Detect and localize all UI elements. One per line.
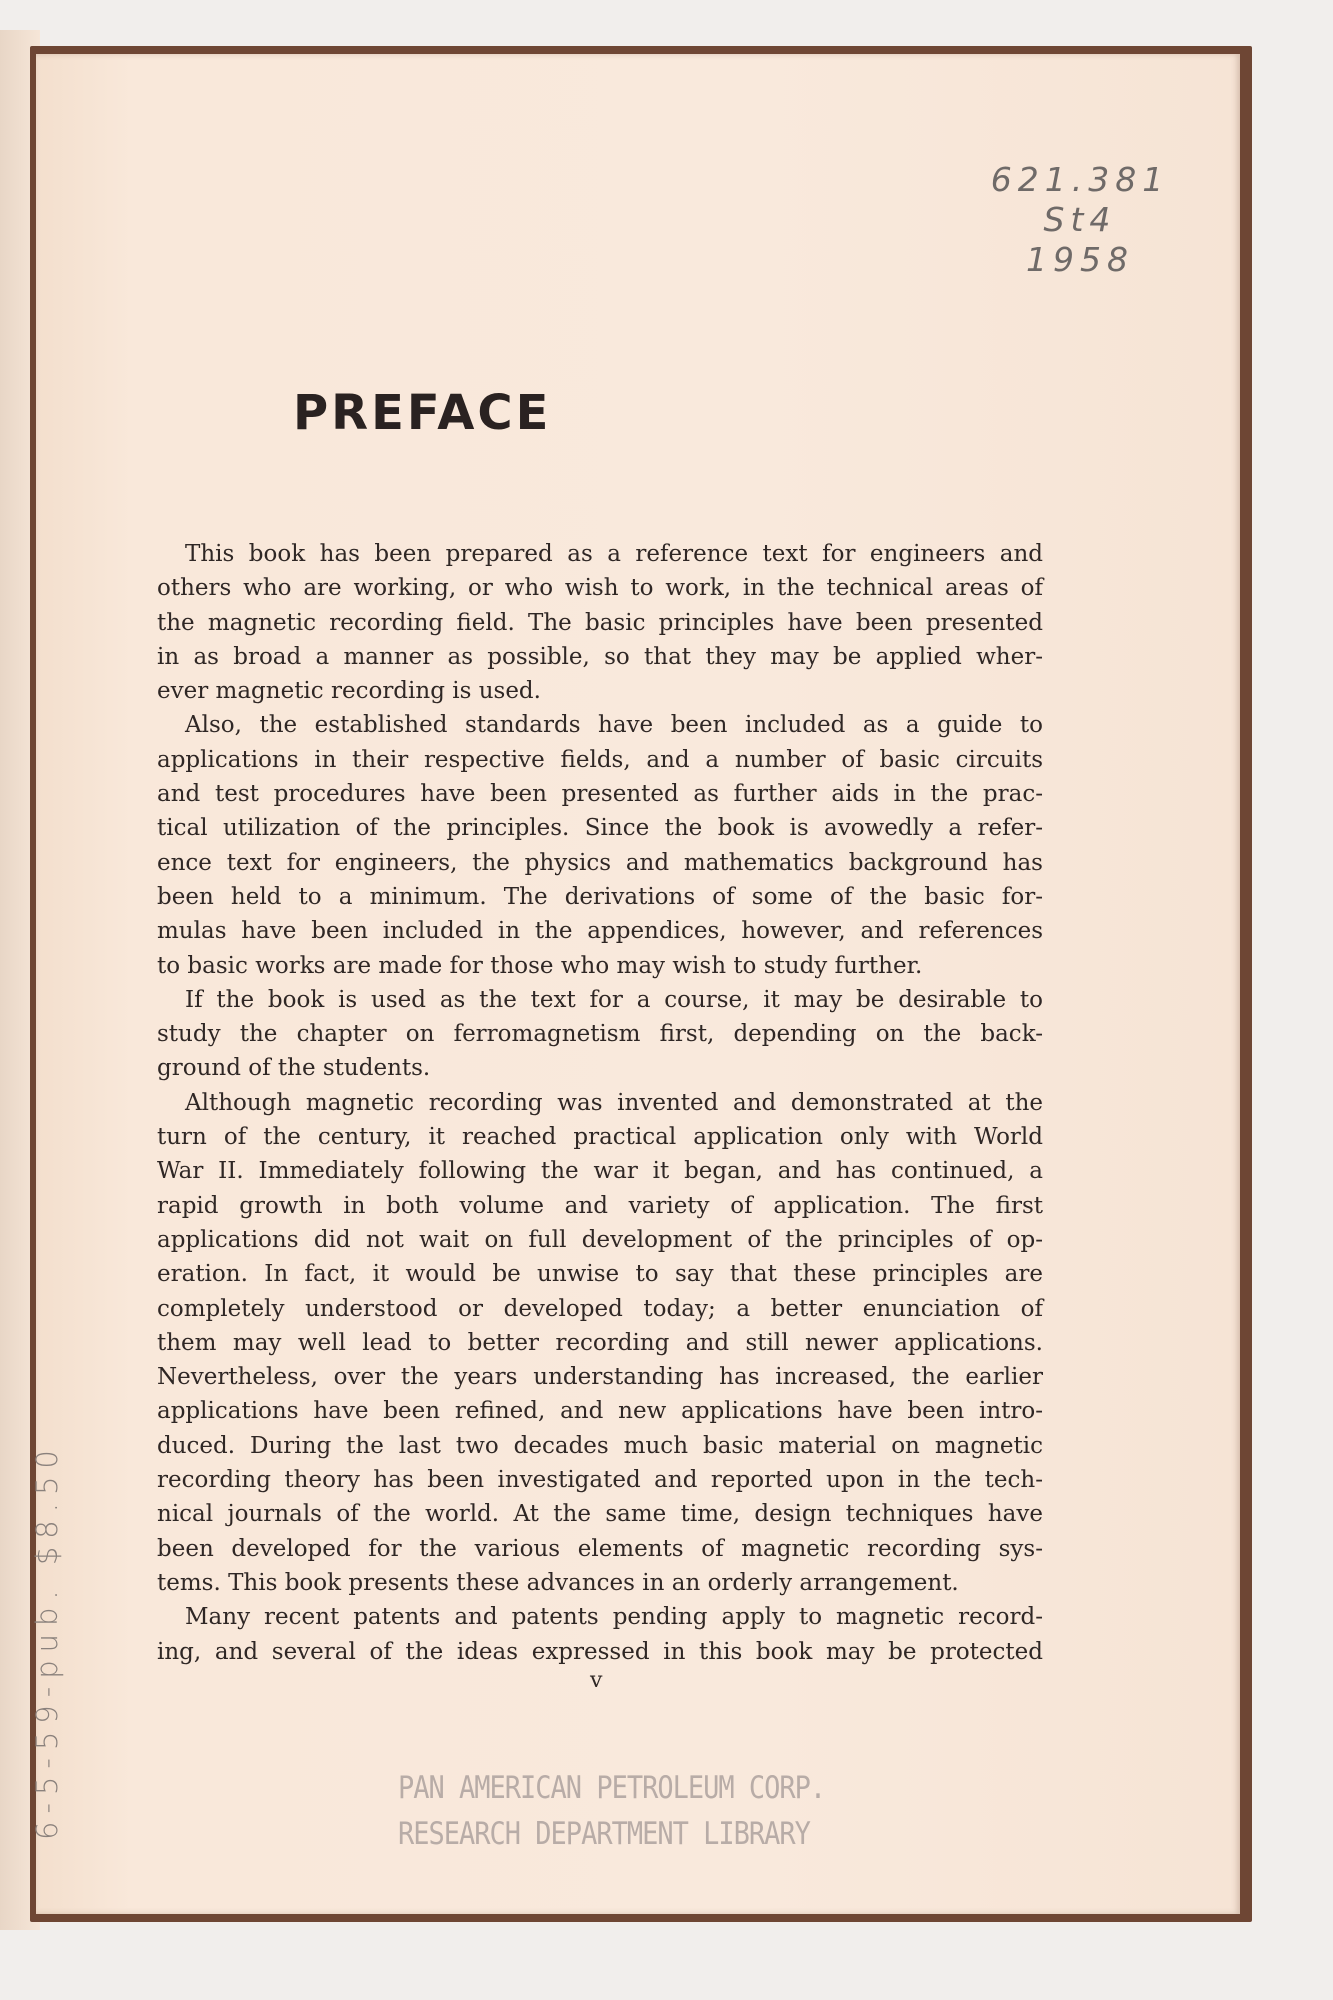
paragraph [157, 708, 1043, 982]
text-line: applications in their respective fields, and a number of basic circuits [157, 746, 1043, 773]
text-line: applications did not wait on full development of the principles of op- [157, 1226, 1043, 1253]
text-line: ing, and several of the ideas expressed in this book may be protected [157, 1638, 1043, 1665]
library-stamp [398, 1766, 825, 1858]
text-line: ence text for engineers, the physics and mathematics background has [157, 849, 1043, 876]
text-line: them may well lead to better recording and still newer applications. [157, 1329, 1043, 1356]
text-line: duced. During the last two decades much basic material on magnetic [157, 1432, 1043, 1459]
text-line: mulas have been included in the appendices, however, and references [157, 918, 1043, 945]
call-number-line: 621.381 [990, 160, 1170, 199]
stamp-line: PAN AMERICAN PETROLEUM CORP. [398, 1770, 826, 1807]
text-line: ground of the students. [157, 1055, 431, 1082]
text-line: ever magnetic recording is used. [157, 678, 541, 705]
text-line: others who are working, or who wish to work, in the technical areas of [157, 575, 1043, 602]
text-line: If the book is used as the text for a course, it may be desirable to [185, 986, 1043, 1013]
text-line: Many recent patents and patents pending apply to magnetic record- [185, 1604, 1043, 1631]
page-title: PREFACE [293, 385, 552, 441]
text-line: to basic works are made for those who may wish to study further. [157, 952, 923, 979]
text-line: tical utilization of the principles. Since the book is avowedly a refer- [157, 815, 1043, 842]
text-line: and test procedures have been presented as further aids in the prac- [157, 781, 1043, 808]
text-line: This book has been prepared as a reference text for engineers and [185, 541, 1043, 567]
text-line: Nevertheless, over the years understanding has increased, the earlier [157, 1364, 1043, 1391]
text-line: Also, the established standards have been included as a guide to [185, 712, 1043, 739]
preface-body [157, 537, 1043, 1669]
paragraph [157, 537, 1043, 708]
text-line: eration. In fact, it would be unwise to say that these principles are [157, 1261, 1043, 1288]
text-line: the magnetic recording field. The basic principles have been presented [157, 609, 1043, 636]
text-line: completely understood or developed today; a better enunciation of [157, 1295, 1043, 1322]
page-number: v [590, 1668, 603, 1693]
text-line: been developed for the various elements of magnetic recording sys- [157, 1535, 1043, 1562]
text-line: tems. This book presents these advances in an orderly arrangement. [157, 1569, 959, 1596]
call-number [970, 160, 1190, 280]
text-line: in as broad a manner as possible, so that they may be applied wher- [157, 643, 1043, 670]
text-line: study the chapter on ferromagnetism first, depending on the back- [157, 1021, 1043, 1048]
text-line: nical journals of the world. At the same time, design techniques have [157, 1501, 1043, 1528]
margin-note: 6-5-59-pub. $8.50 [30, 1442, 64, 1840]
text-line: been held to a minimum. The derivations of some of the basic for- [157, 883, 1043, 910]
text-line: applications have been refined, and new applications have been intro- [157, 1398, 1043, 1425]
paragraph [157, 983, 1043, 1086]
stamp-line: RESEARCH DEPARTMENT LIBRARY [398, 1816, 810, 1853]
text-line: Although magnetic recording was invented and demonstrated at the [185, 1089, 1043, 1116]
text-line: recording theory has been investigated and reported upon in the tech- [157, 1467, 1043, 1494]
text-line: rapid growth in both volume and variety of application. The first [157, 1192, 1043, 1219]
call-number-line: St4 [1043, 200, 1117, 239]
text-line: War II. Immediately following the war it began, and has continued, a [157, 1158, 1043, 1185]
paragraph [157, 1600, 1043, 1669]
text-line: turn of the century, it reached practical application only with World [157, 1124, 1043, 1151]
paragraph [157, 1086, 1043, 1600]
call-number-line: 1958 [1026, 240, 1134, 279]
